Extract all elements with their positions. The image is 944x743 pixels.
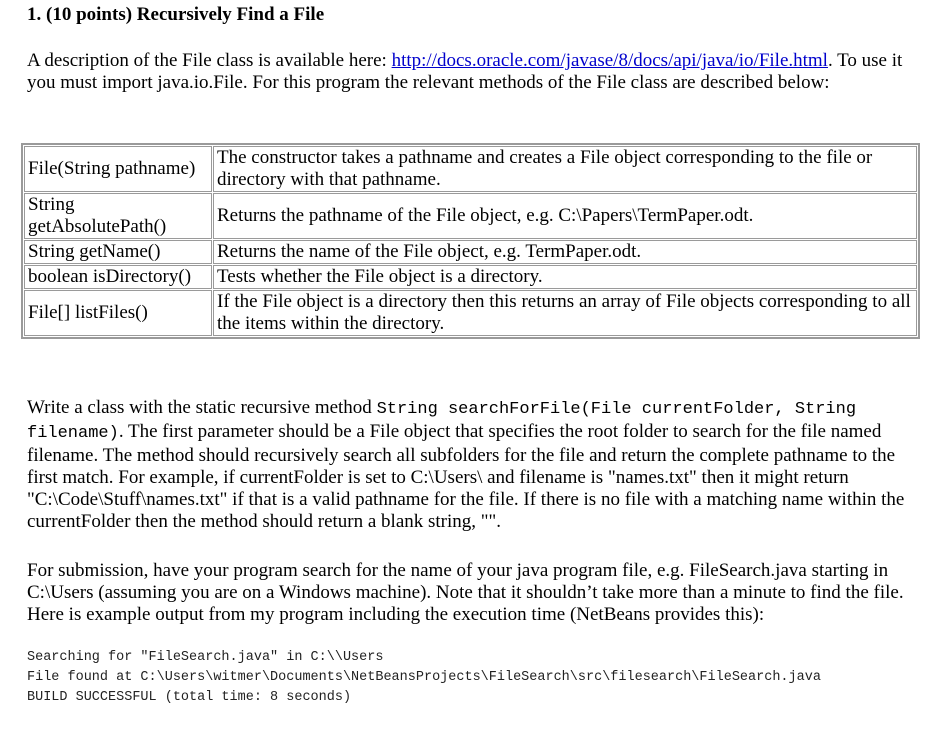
- table-row: [24, 240, 917, 264]
- description-cell: Returns the name of the File object, e.g. TermPaper.odt.: [213, 240, 917, 264]
- intro-text-continued: . To use it you must import java.io.File. For this program the relevant methods of the File class are described below:: [27, 50, 903, 93]
- table-row: [24, 146, 917, 192]
- method-cell: File(String pathname): [24, 146, 212, 192]
- problem-heading: 1. (10 points) Recursively Find a File: [27, 4, 325, 25]
- method-cell: boolean isDirectory(): [24, 265, 212, 289]
- method-signature-code: String searchForFile(File currentFolder, String filename): [27, 400, 857, 443]
- intro-paragraph: [27, 50, 917, 94]
- task-text: Write a class with the static recursive method: [27, 397, 377, 418]
- file-docs-link[interactable]: http://docs.oracle.com/javase/8/docs/api/java/io/File.html: [391, 50, 828, 71]
- description-cell: If the File object is a directory then this returns an array of File objects corresponding to all the items within the directory.: [213, 290, 917, 336]
- output-line: BUILD SUCCESSFUL (total time: 8 seconds): [27, 690, 352, 705]
- description-cell: The constructor takes a pathname and creates a File object corresponding to the file or directory with that pathname.: [213, 146, 917, 192]
- description-cell: Tests whether the File object is a directory.: [213, 265, 917, 289]
- description-cell: Returns the pathname of the File object, e.g. C:\Papers\TermPaper.odt.: [213, 193, 917, 239]
- file-methods-table: [21, 143, 920, 339]
- submission-paragraph: For submission, have your program search for the name of your java program file, e.g. FileSearch.java starting in C:\Users (assuming you are on a Windows machine). Note that it shouldn’t take more than a minute to find the file. Here is example output from my program including the execution time (NetBeans provides this):: [27, 560, 904, 625]
- task-paragraph: [27, 397, 917, 533]
- example-output: [27, 648, 821, 708]
- table-row: [24, 290, 917, 336]
- method-cell: File[] listFiles(): [24, 290, 212, 336]
- output-line: Searching for "FileSearch.java" in C:\\Users: [27, 650, 384, 665]
- output-line: File found at C:\Users\witmer\Documents\NetBeansProjects\FileSearch\src\filesearch\FileSearch.java: [27, 670, 821, 685]
- method-cell: String getAbsolutePath(): [24, 193, 212, 239]
- table-row: [24, 265, 917, 289]
- task-text-continued: . The first parameter should be a File object that specifies the root folder to search for the file named filename. The method should recursively search all subfolders for the file and return the complete pathname to the first match. For example, if currentFolder is set to C:\Users\ and filename is "names.txt" then it might return "C:\Code\Stuff\names.txt" if that is a valid pathname for the file. If there is no file with a matching name within the currentFolder then the method should return a blank string, "".: [27, 421, 905, 532]
- method-cell: String getName(): [24, 240, 212, 264]
- intro-text: A description of the File class is available here:: [27, 50, 392, 71]
- table-row: [24, 193, 917, 239]
